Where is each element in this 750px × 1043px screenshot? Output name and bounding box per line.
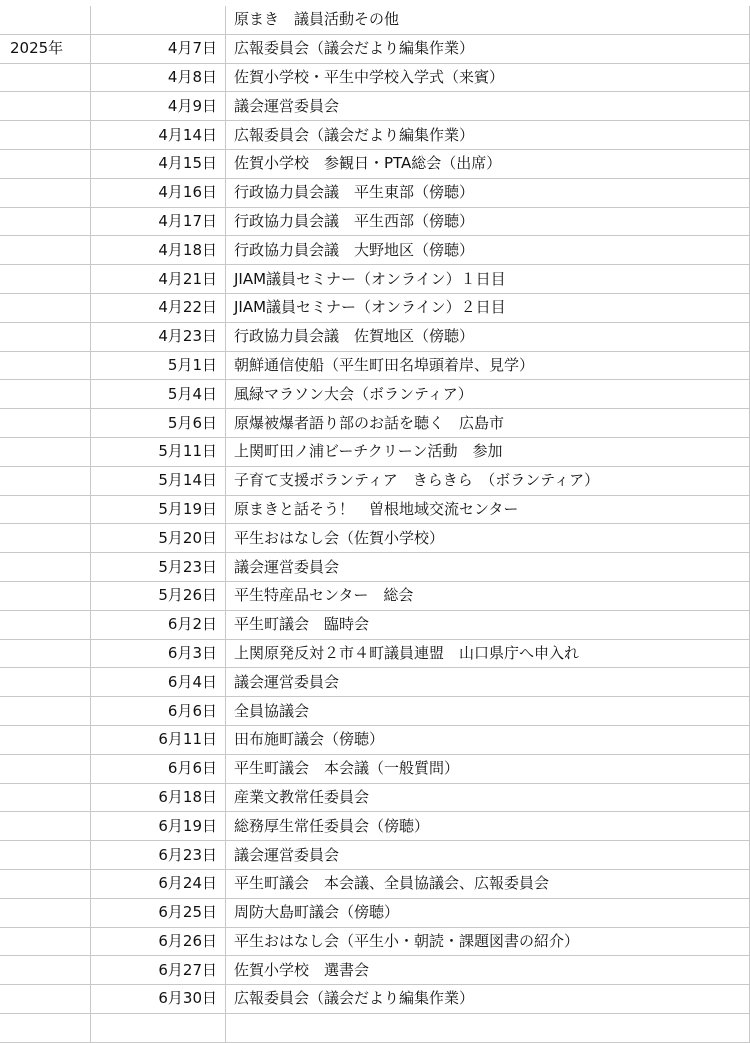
event-cell[interactable]: 原爆被爆者語り部のお話を聴く 広島市 <box>226 409 750 438</box>
event-cell[interactable]: 議会運営委員会 <box>226 668 750 697</box>
date-cell[interactable]: 6月11日 <box>91 725 226 754</box>
table-row <box>0 63 750 92</box>
event-cell[interactable]: JIAM議員セミナー（オンライン）１日目 <box>226 265 750 294</box>
event-cell[interactable]: 佐賀小学校 選書会 <box>226 956 750 985</box>
date-cell[interactable] <box>91 1013 226 1042</box>
table-row <box>0 524 750 553</box>
table-row <box>0 466 750 495</box>
year-cell[interactable] <box>0 293 91 322</box>
header-title-cell[interactable]: 原まき 議員活動その他 <box>226 6 750 34</box>
date-cell[interactable]: 6月25日 <box>91 898 226 927</box>
date-cell[interactable]: 4月22日 <box>91 293 226 322</box>
table-row <box>0 697 750 726</box>
date-cell[interactable]: 4月7日 <box>91 34 226 63</box>
year-cell[interactable] <box>0 898 91 927</box>
event-cell[interactable]: 平生町議会 本会議（一般質問） <box>226 754 750 783</box>
event-cell[interactable]: JIAM議員セミナー（オンライン）２日目 <box>226 293 750 322</box>
event-cell[interactable]: 原まきと話そう！ 曽根地域交流センター <box>226 495 750 524</box>
year-cell[interactable] <box>0 783 91 812</box>
event-cell[interactable]: 周防大島町議会（傍聴） <box>226 898 750 927</box>
year-cell[interactable]: 2025年 <box>0 34 91 63</box>
year-cell[interactable] <box>0 149 91 178</box>
year-cell[interactable] <box>0 121 91 150</box>
year-cell[interactable] <box>0 610 91 639</box>
event-cell[interactable]: 佐賀小学校 参観日・PTA総会（出席） <box>226 149 750 178</box>
header-year-cell[interactable] <box>0 6 91 34</box>
year-cell[interactable] <box>0 581 91 610</box>
event-cell[interactable]: 行政協力員会議 平生西部（傍聴） <box>226 207 750 236</box>
year-cell[interactable] <box>0 351 91 380</box>
event-cell[interactable]: 総務厚生常任委員会（傍聴） <box>226 812 750 841</box>
table-row <box>0 985 750 1014</box>
date-cell[interactable]: 4月9日 <box>91 92 226 121</box>
event-cell[interactable]: 議会運営委員会 <box>226 841 750 870</box>
year-cell[interactable] <box>0 495 91 524</box>
date-cell[interactable]: 4月16日 <box>91 178 226 207</box>
year-cell[interactable] <box>0 322 91 351</box>
year-cell[interactable] <box>0 956 91 985</box>
event-cell[interactable]: 平生町議会 臨時会 <box>226 610 750 639</box>
table-row <box>0 783 750 812</box>
year-cell[interactable] <box>0 697 91 726</box>
year-cell[interactable] <box>0 725 91 754</box>
event-cell[interactable]: 広報委員会（議会だより編集作業） <box>226 121 750 150</box>
date-cell[interactable]: 5月4日 <box>91 380 226 409</box>
event-cell[interactable]: 議会運営委員会 <box>226 553 750 582</box>
year-cell[interactable] <box>0 524 91 553</box>
table-row <box>0 898 750 927</box>
date-cell[interactable]: 5月11日 <box>91 437 226 466</box>
header-row <box>0 6 750 34</box>
date-cell[interactable]: 4月8日 <box>91 63 226 92</box>
year-cell[interactable] <box>0 409 91 438</box>
event-cell[interactable]: 朝鮮通信使船（平生町田名埠頭着岸、見学） <box>226 351 750 380</box>
date-cell[interactable]: 5月23日 <box>91 553 226 582</box>
date-cell[interactable]: 6月30日 <box>91 985 226 1014</box>
year-cell[interactable] <box>0 841 91 870</box>
year-cell[interactable] <box>0 437 91 466</box>
year-cell[interactable] <box>0 639 91 668</box>
date-cell[interactable]: 4月23日 <box>91 322 226 351</box>
event-cell[interactable]: 全員協議会 <box>226 697 750 726</box>
table-row <box>0 322 750 351</box>
table-row <box>0 380 750 409</box>
date-cell[interactable]: 5月6日 <box>91 409 226 438</box>
table-row <box>0 34 750 63</box>
header-date-cell[interactable] <box>91 6 226 34</box>
table-row <box>0 1013 750 1042</box>
table-row <box>0 409 750 438</box>
event-cell[interactable]: 行政協力員会議 平生東部（傍聴） <box>226 178 750 207</box>
table-row <box>0 581 750 610</box>
date-cell[interactable]: 4月14日 <box>91 121 226 150</box>
event-cell[interactable]: 広報委員会（議会だより編集作業） <box>226 34 750 63</box>
event-cell[interactable]: 議会運営委員会 <box>226 92 750 121</box>
table-row <box>0 207 750 236</box>
table-row <box>0 668 750 697</box>
year-cell[interactable] <box>0 869 91 898</box>
table-row <box>0 121 750 150</box>
table-row <box>0 812 750 841</box>
table-row <box>0 956 750 985</box>
date-cell[interactable]: 6月2日 <box>91 610 226 639</box>
event-cell[interactable]: 佐賀小学校・平生中学校入学式（来賓） <box>226 63 750 92</box>
date-cell[interactable]: 5月14日 <box>91 466 226 495</box>
year-cell[interactable] <box>0 812 91 841</box>
table-row <box>0 495 750 524</box>
event-cell[interactable]: 産業文教常任委員会 <box>226 783 750 812</box>
table-row <box>0 754 750 783</box>
table-row <box>0 265 750 294</box>
year-cell[interactable] <box>0 380 91 409</box>
event-cell[interactable]: 風緑マラソン大会（ボランティア） <box>226 380 750 409</box>
table-row <box>0 927 750 956</box>
year-cell[interactable] <box>0 92 91 121</box>
year-cell[interactable] <box>0 985 91 1014</box>
year-cell[interactable] <box>0 927 91 956</box>
date-cell[interactable]: 5月19日 <box>91 495 226 524</box>
event-cell[interactable]: 広報委員会（議会だより編集作業） <box>226 985 750 1014</box>
date-cell[interactable]: 4月21日 <box>91 265 226 294</box>
table-row <box>0 149 750 178</box>
event-cell[interactable]: 上関原発反対２市４町議員連盟 山口県庁へ申入れ <box>226 639 750 668</box>
table-row <box>0 92 750 121</box>
year-cell[interactable] <box>0 1013 91 1042</box>
date-cell[interactable]: 6月18日 <box>91 783 226 812</box>
year-cell[interactable] <box>0 207 91 236</box>
event-cell[interactable]: 平生特産品センター 総会 <box>226 581 750 610</box>
event-cell[interactable]: 田布施町議会（傍聴） <box>226 725 750 754</box>
table-row <box>0 869 750 898</box>
year-cell[interactable] <box>0 754 91 783</box>
table-row <box>0 639 750 668</box>
date-cell[interactable]: 6月4日 <box>91 668 226 697</box>
year-cell[interactable] <box>0 265 91 294</box>
date-cell[interactable]: 6月6日 <box>91 754 226 783</box>
table-row <box>0 553 750 582</box>
date-cell[interactable]: 4月15日 <box>91 149 226 178</box>
table-row <box>0 725 750 754</box>
date-cell[interactable]: 6月27日 <box>91 956 226 985</box>
date-cell[interactable]: 4月17日 <box>91 207 226 236</box>
table-row <box>0 351 750 380</box>
date-cell[interactable]: 6月23日 <box>91 841 226 870</box>
date-cell[interactable]: 5月26日 <box>91 581 226 610</box>
date-cell[interactable]: 6月24日 <box>91 869 226 898</box>
table-row <box>0 293 750 322</box>
year-cell[interactable] <box>0 553 91 582</box>
year-cell[interactable] <box>0 63 91 92</box>
table-row <box>0 437 750 466</box>
date-cell[interactable]: 6月3日 <box>91 639 226 668</box>
table-row <box>0 178 750 207</box>
date-cell[interactable]: 6月6日 <box>91 697 226 726</box>
event-cell[interactable] <box>226 1013 750 1042</box>
activity-table-body <box>0 6 750 1042</box>
event-cell[interactable]: 行政協力員会議 大野地区（傍聴） <box>226 236 750 265</box>
year-cell[interactable] <box>0 668 91 697</box>
event-cell[interactable]: 平生おはなし会（平生小・朝読・課題図書の紹介） <box>226 927 750 956</box>
table-row <box>0 610 750 639</box>
date-cell[interactable]: 6月19日 <box>91 812 226 841</box>
date-cell[interactable]: 4月18日 <box>91 236 226 265</box>
table-row <box>0 236 750 265</box>
date-cell[interactable]: 6月26日 <box>91 927 226 956</box>
event-cell[interactable]: 平生おはなし会（佐賀小学校） <box>226 524 750 553</box>
table-row <box>0 841 750 870</box>
event-cell[interactable]: 子育て支援ボランティア きらきら （ボランティア） <box>226 466 750 495</box>
activity-table <box>0 6 750 1043</box>
event-cell[interactable]: 平生町議会 本会議、全員協議会、広報委員会 <box>226 869 750 898</box>
year-cell[interactable] <box>0 236 91 265</box>
event-cell[interactable]: 行政協力員会議 佐賀地区（傍聴） <box>226 322 750 351</box>
date-cell[interactable]: 5月20日 <box>91 524 226 553</box>
year-cell[interactable] <box>0 178 91 207</box>
event-cell[interactable]: 上関町田ノ浦ビーチクリーン活動 参加 <box>226 437 750 466</box>
date-cell[interactable]: 5月1日 <box>91 351 226 380</box>
year-cell[interactable] <box>0 466 91 495</box>
